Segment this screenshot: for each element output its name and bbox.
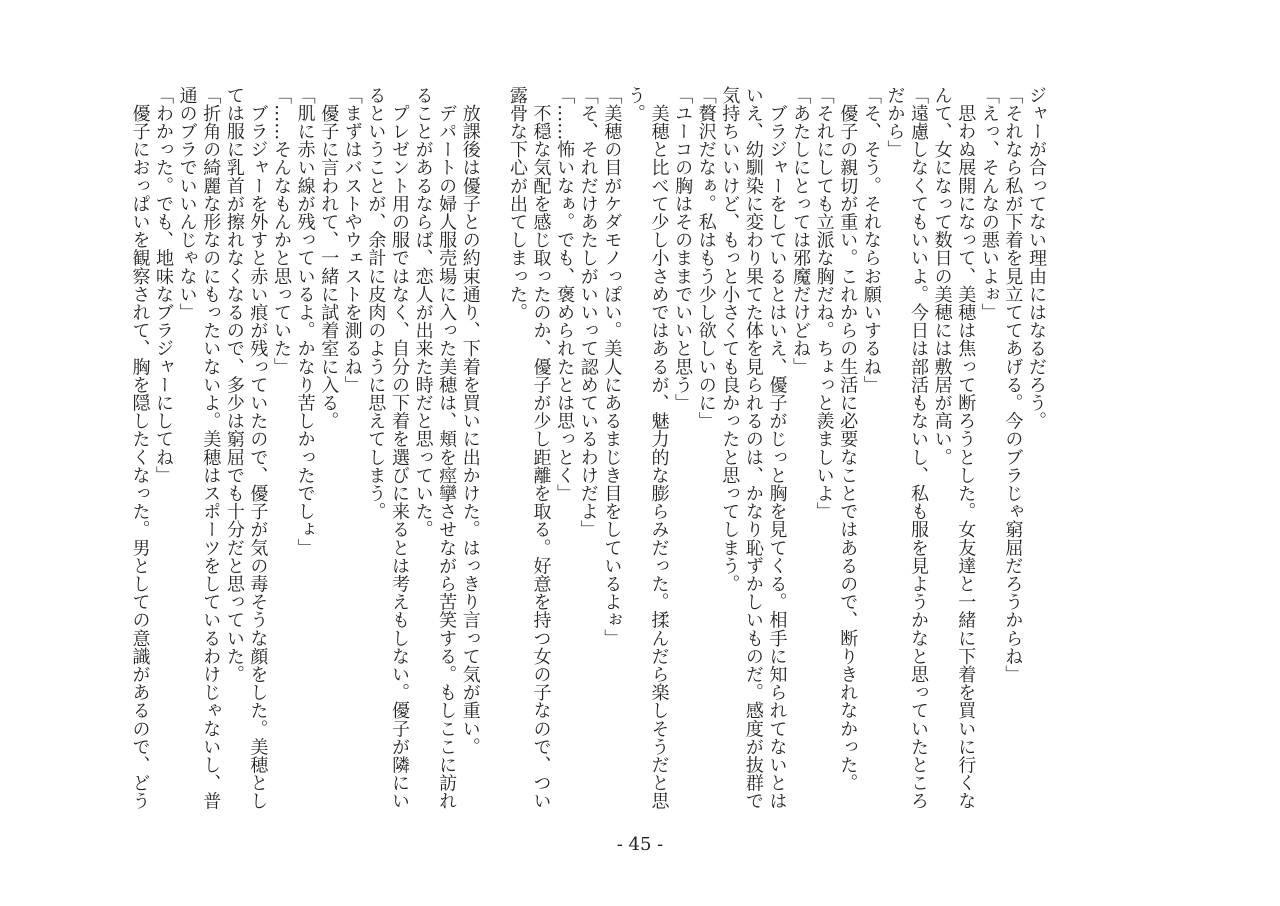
text-line: プレゼント用の服ではなく、自分の下着を選びに来るとは考えもしない。優子が隣にい (388, 86, 410, 810)
text-line: 「美穂の目がケダモノっぽい。美人にあるまじき目をしているよぉ」 (601, 86, 623, 648)
text-line: 「折角の綺麗な形なのにもったいないよ。美穂はスポーツをしているわけじゃないし、普 (200, 86, 222, 810)
text-line: ることがあるならば、恋人が出来た時だと思っていた。 (412, 86, 434, 539)
text-line: ては服に乳首が擦れなくなるので、多少は窮屈でも十分だと思っていた。 (223, 86, 245, 684)
text-line: 「それにしても立派な胸だね。ちょっと羨ましいよ」 (813, 86, 835, 521)
text-line: 「遠慮しなくてもいいよ。今日は部活もないし、私も服を見ようかなと思っていたところ (908, 86, 930, 810)
text-line: 「ユーコの胸はそのままでいいと思う」 (672, 86, 694, 412)
text-line: 優子の親切が重い。これからの生活に必要なことではあるので、断りきれなかった。 (837, 86, 859, 792)
text-line: 「そ、それだけあたしがいいって認めているわけだよ」 (577, 86, 599, 539)
text-line: 「贅沢だなぁ。私はもう少し欲しいのに」 (695, 86, 717, 430)
text-line: 「肌に赤い線が残っているよ。かなり苦しかったでしょ」 (294, 86, 316, 557)
text-line: 「あたしにとっては邪魔だけどね」 (790, 86, 812, 376)
text-line: ジャーが合ってない理由にはなるだろう。 (1026, 86, 1047, 430)
text-line: 優子におっぱいを観察されて、胸を隠したくなった。男としての意識があるので、どう (129, 86, 151, 810)
text-line: んて、女になって数日の美穂には敷居が高い。 (931, 86, 953, 467)
text-line: 露骨な下心が出てしまった。 (506, 86, 528, 322)
vertical-text-body (128, 86, 1048, 816)
text-line: 思わぬ展開になって、美穂は焦って断ろうとした。女友達と一緒に下着を買いに行くな (955, 86, 977, 810)
text-line: ブラジャーをしているとはいえ、優子がじっと胸を見てくる。相手に知られてないとは (766, 86, 788, 810)
text-line: 「……怖いなぁ。でも、褒められたとは思っとく」 (554, 86, 576, 503)
text-line: ブラジャーを外すと赤い痕が残っていたので、優子が気の毒そうな顔をした。美穂とし (247, 86, 269, 810)
section-break (482, 86, 506, 87)
text-line: 通のブラでいいんじゃない」 (176, 86, 198, 322)
text-line: 不穏な気配を感じ取ったのか、優子が少し距離を取る。好意を持つ女の子なので、つい (530, 86, 552, 810)
text-line: デパートの婦人服売場に入った美穂は、頬を痙攣させながら苦笑する。もしここに訪れ (436, 86, 458, 810)
text-line: るということが、余計に皮肉のように思えてしまう。 (365, 86, 387, 521)
text-line: 「……そんなもんかと思っていた」 (271, 86, 292, 376)
text-line: う。 (624, 86, 646, 123)
text-line: 美穂と比べて少し小さめではあるが、魅力的な膨らみだった。揉んだら楽しそうだと思 (648, 86, 670, 810)
text-line: いえ、幼馴染に変わり果てた体を見られるのは、かなり恥ずかしいものだ。感度が抜群で (742, 86, 764, 810)
text-line: 「まずはバストやウェストを測るね」 (341, 86, 363, 394)
text-line: 「わかった。でも、地味なブラジャーにしてね」 (153, 86, 175, 485)
text-line: 気持ちいいけど、もっと小さくても良かったと思ってしまう。 (719, 86, 741, 593)
text-line: 「それなら私が下着を見立ててあげる。今のブラじゃ窮屈だろうからね」 (1002, 86, 1024, 684)
text-line: 放課後は優子との約束通り、下着を買いに出かけた。はっきり言って気が重い。 (459, 86, 481, 756)
text-line: だから」 (884, 86, 906, 159)
text-line: 「えっ、そんなの悪いよぉ」 (978, 86, 1000, 322)
text-line: 優子に言われて、一緒に試着室に入る。 (318, 86, 340, 430)
page-number: - 45 - (616, 834, 664, 855)
text-line: 「そ、そう。それならお願いするね」 (860, 86, 882, 394)
